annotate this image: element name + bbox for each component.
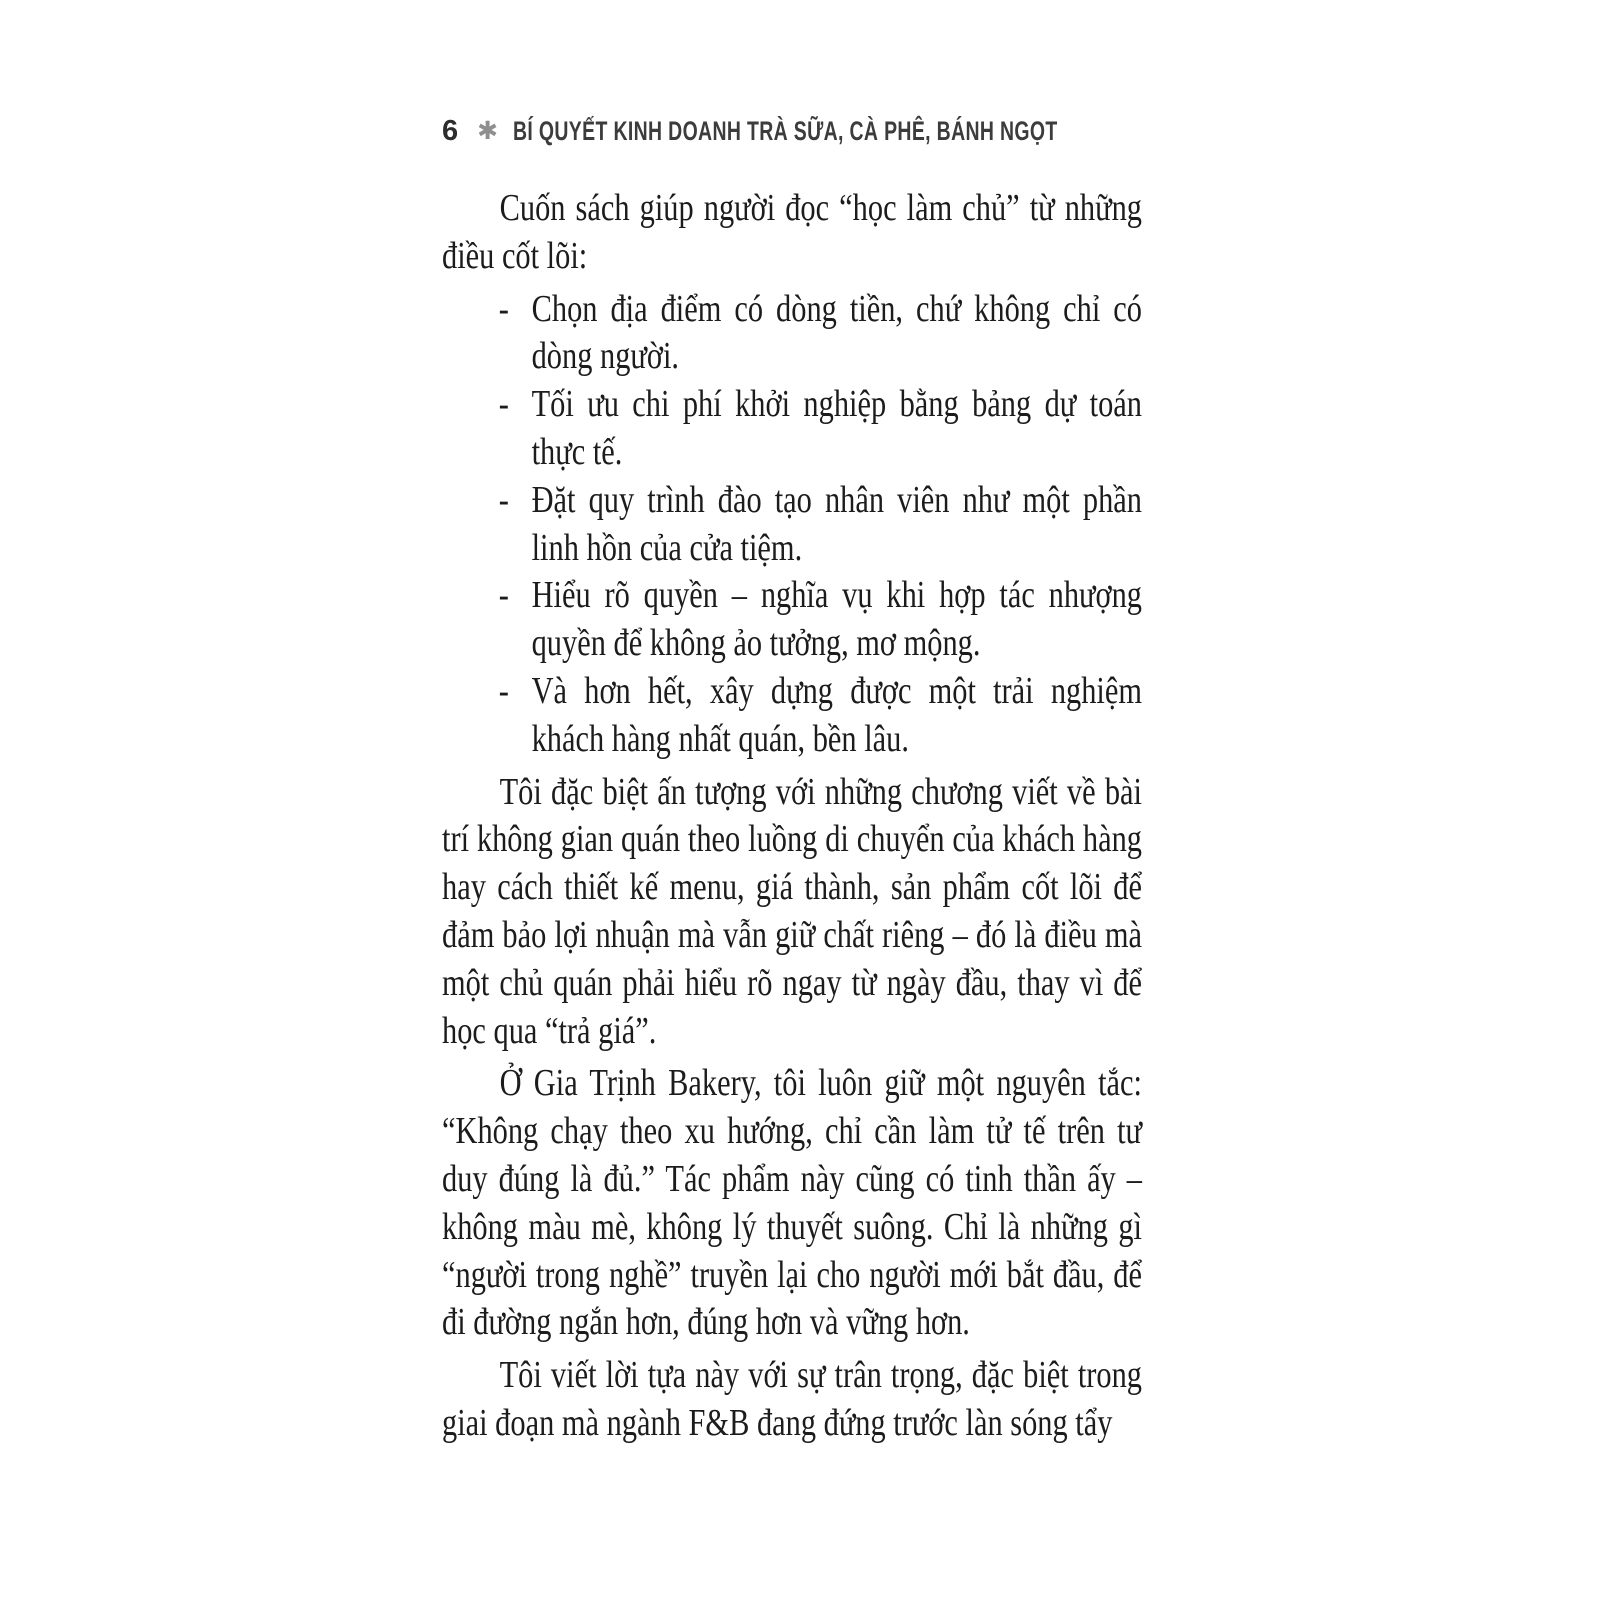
dash-marker: - <box>498 669 509 712</box>
list-item <box>442 477 1142 573</box>
book-page <box>442 114 1142 1448</box>
list-item <box>442 381 1142 477</box>
body-paragraph: Tôi viết lời tựa này với sự trân trọng, đặc biệt trong giai đoạn mà ngành F&B đang đứng trước làn sóng tẩy <box>442 1354 1143 1444</box>
bullet-list <box>442 286 1142 764</box>
running-header-title: BÍ QUYẾT KINH DOANH TRÀ SỮA, CÀ PHÊ, BÁNH NGỌT <box>513 115 1058 146</box>
list-item-text: Tối ưu chi phí khởi nghiệp bằng bảng dự toán thực tế. <box>531 383 1142 473</box>
dash-marker: - <box>498 478 509 521</box>
dash-marker: - <box>498 287 509 330</box>
list-item <box>442 572 1142 668</box>
dash-marker: - <box>498 383 509 426</box>
list-item-text: Đặt quy trình đào tạo nhân viên như một phần linh hồn của cửa tiệm. <box>531 478 1142 569</box>
body-paragraph: Tôi đặc biệt ấn tượng với những chương viết về bài trí không gian quán theo luồng di chuyển của khách hàng hay cách thiết kế menu, giá thành, sản phẩm cốt lõi để đảm bảo lợi nhuận mà vẫn giữ chất riêng – đó là điều mà một chủ quán phải hiểu rõ ngay từ ngày đầu, thay vì để học qua “trả giá”. <box>442 770 1143 1052</box>
intro-paragraph: Cuốn sách giúp người đọc “học làm chủ” từ những điều cốt lõi: <box>442 187 1143 277</box>
dash-marker: - <box>498 574 509 617</box>
list-item <box>442 668 1142 764</box>
list-item-text: Chọn địa điểm có dòng tiền, chứ không chỉ có dòng người. <box>531 287 1142 378</box>
list-item-text: Và hơn hết, xây dựng được một trải nghiệm khách hàng nhất quán, bền lâu. <box>531 669 1142 760</box>
list-item-text: Hiểu rõ quyền – nghĩa vụ khi hợp tác nhượng quyền để không ảo tưởng, mơ mộng. <box>531 574 1142 665</box>
page-number: 6 <box>442 114 459 147</box>
body-paragraph: Ở Gia Trịnh Bakery, tôi luôn giữ một nguyên tắc: “Không chạy theo xu hướng, chỉ cần làm tử tế trên tư duy đúng là đủ.” Tác phẩm này cũng có tinh thần ấy – không màu mè, không lý thuyết suông. Chỉ là những gì “người trong nghề” truyền lại cho người mới bắt đầu, để đi đường ngắn hơn, đúng hơn và vững hơn. <box>442 1062 1143 1344</box>
running-header <box>442 114 1142 148</box>
page-body <box>442 185 1142 1448</box>
asterisk-icon: ✱ <box>477 116 499 145</box>
list-item <box>442 286 1142 382</box>
